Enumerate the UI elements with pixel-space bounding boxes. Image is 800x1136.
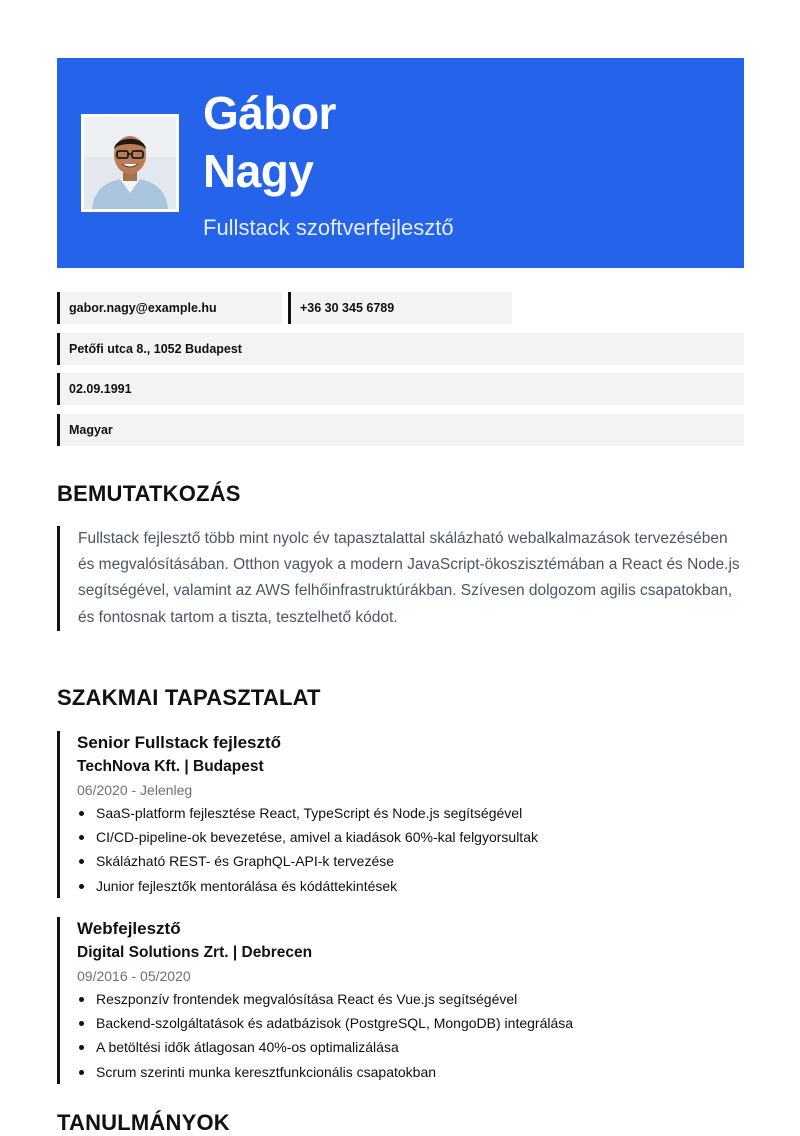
job-company: TechNova Kft. | Budapest <box>77 758 264 775</box>
list-item: Backend-szolgáltatások és adatbázisok (PostgreSQL, MongoDB) integrálása <box>77 1011 744 1035</box>
list-item: Skálázható REST- és GraphQL-API-k tervezése <box>77 849 744 873</box>
summary-text: Fullstack fejlesztő több mint nyolc év tapasztalattal skálázható webalkalmazások tervezésében és megvalósításában. Otthon vagyok a modern JavaScript-ökoszisztémában a React és Node.js segítségével, valamint az AWS felhőinfrastruktúrákban. Szívesen dolgozom agilis csapatokban, és fontosnak tartom a tiszta, tesztelhető kódot. <box>57 526 744 631</box>
address-field: Petőfi utca 8., 1052 Budapest <box>57 333 744 365</box>
person-photo-icon <box>84 117 176 209</box>
email-field: gabor.nagy@example.hu <box>57 292 282 324</box>
profile-photo <box>81 114 179 212</box>
job-bullets <box>77 801 744 898</box>
summary-heading: BEMUTATKOZÁS <box>57 481 241 506</box>
nationality-field: Magyar <box>57 414 744 446</box>
phone-field: +36 30 345 6789 <box>288 292 512 324</box>
job-bullets <box>77 987 744 1084</box>
birthdate-field: 02.09.1991 <box>57 373 744 405</box>
education-heading: TANULMÁNYOK <box>57 1110 230 1135</box>
resume-header <box>57 58 744 268</box>
list-item: Scrum szerinti munka keresztfunkcionális csapatokban <box>77 1060 744 1084</box>
job-role: Senior Fullstack fejlesztő <box>77 733 282 752</box>
person-name <box>203 84 336 200</box>
first-name: Gábor <box>203 87 336 139</box>
list-item: SaaS-platform fejlesztése React, TypeScript és Node.js segítségével <box>77 801 744 825</box>
list-item: Reszponzív frontendek megvalósítása React és Vue.js segítségével <box>77 987 744 1011</box>
job-title-subtitle: Fullstack szoftverfejlesztő <box>203 215 454 240</box>
list-item: Junior fejlesztők mentorálása és kódáttekintések <box>77 874 744 898</box>
job-entry <box>57 731 744 898</box>
job-role: Webfejlesztő <box>77 919 181 938</box>
last-name: Nagy <box>203 145 314 197</box>
experience-heading: SZAKMAI TAPASZTALAT <box>57 685 321 710</box>
job-company: Digital Solutions Zrt. | Debrecen <box>77 944 313 961</box>
job-dates: 06/2020 - Jelenleg <box>77 782 193 798</box>
job-dates: 09/2016 - 05/2020 <box>77 968 191 984</box>
list-item: A betöltési idők átlagosan 40%-os optimalizálása <box>77 1035 744 1059</box>
job-entry <box>57 917 744 1084</box>
list-item: CI/CD-pipeline-ok bevezetése, amivel a kiadások 60%-kal felgyorsultak <box>77 825 744 849</box>
